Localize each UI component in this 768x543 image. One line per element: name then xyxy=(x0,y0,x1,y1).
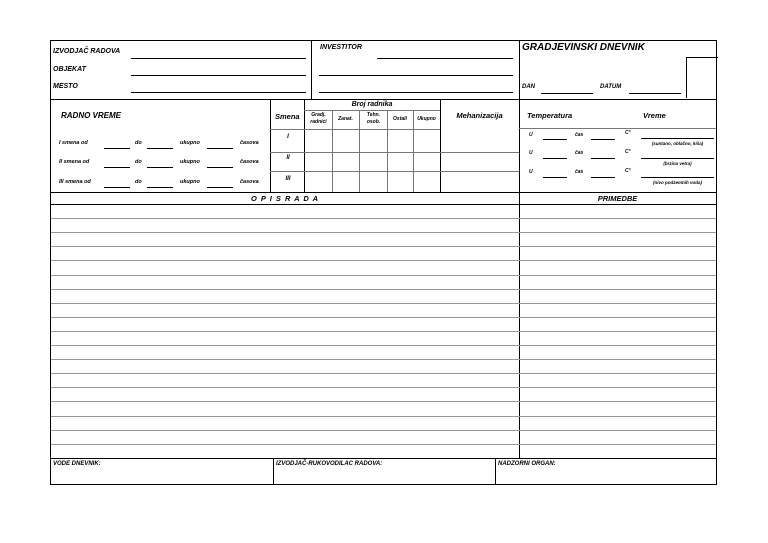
objekat-field[interactable] xyxy=(131,75,306,76)
shift-2-total[interactable] xyxy=(207,167,233,168)
vreme-1-note: (suntano, oblačno, kiša) xyxy=(651,141,704,146)
shift-2-to[interactable] xyxy=(147,167,173,168)
ruled-line xyxy=(51,373,716,374)
primedbe-title: PRIMEDBE xyxy=(597,194,638,203)
ruled-line xyxy=(51,246,716,247)
ruled-line xyxy=(51,430,716,431)
shift-2-roman: II xyxy=(286,155,290,161)
shift-1-total[interactable] xyxy=(207,148,233,149)
shift-3-ukupno: ukupno xyxy=(180,179,200,185)
shift-3-to[interactable] xyxy=(147,187,173,188)
ruled-line xyxy=(51,359,716,360)
col-ostali: Ostali xyxy=(393,116,407,122)
shift-3-from[interactable] xyxy=(104,187,130,188)
investitor-field-3[interactable] xyxy=(319,92,513,93)
temp-3-deg: C° xyxy=(625,168,631,174)
investitor-field-2[interactable] xyxy=(319,75,513,76)
izvodjac-field[interactable] xyxy=(131,58,306,59)
mehanizacija-title: Mehanizacija xyxy=(456,111,503,120)
temp-1-value[interactable] xyxy=(591,139,615,140)
temp-3-value[interactable] xyxy=(591,177,615,178)
temp-2-cas: čas xyxy=(575,150,584,156)
vode-dnevnik-label: VODE DNEVNIK: xyxy=(53,461,101,467)
col-tehn-osob: Tehn. osob. xyxy=(366,112,381,125)
shift-3-label: III smena od xyxy=(59,179,91,185)
shift-1-to[interactable] xyxy=(147,148,173,149)
mesto-label: MESTO xyxy=(53,83,78,90)
shift-1-label: I smena od xyxy=(59,140,88,146)
ruled-line xyxy=(51,289,716,290)
shift-2-do: do xyxy=(135,159,142,165)
shift-1-do: do xyxy=(135,140,142,146)
shift-3-casova: časova xyxy=(240,179,259,185)
ruled-line xyxy=(51,275,716,276)
temp-1-hour[interactable] xyxy=(543,139,567,140)
izvodjac-label: IZVODJAČ RADOVA xyxy=(53,48,121,55)
shift-1-roman: I xyxy=(287,134,289,140)
ruled-line xyxy=(51,260,716,261)
vreme-1-field[interactable] xyxy=(641,138,714,139)
ruled-line xyxy=(51,232,716,233)
investitor-label: INVESTITOR xyxy=(320,44,362,51)
ruled-line xyxy=(51,331,716,332)
opis-rada-title: O P I S R A D A xyxy=(250,194,320,203)
vreme-3-note: (nivo podzemnih voda) xyxy=(653,180,702,185)
shift-2-label: II smena od xyxy=(59,159,90,165)
datum-field[interactable] xyxy=(629,93,681,94)
temp-1-u: U xyxy=(529,132,533,138)
izvodjac-rukovodilac-label: IZVODJAČ-RUKOVODILAC RADOVA: xyxy=(276,461,383,467)
number-box[interactable] xyxy=(686,57,718,98)
vreme-2-note: (brzina vetra) xyxy=(663,161,692,166)
ruled-line xyxy=(51,303,716,304)
temp-2-hour[interactable] xyxy=(543,158,567,159)
shift-2-from[interactable] xyxy=(104,167,130,168)
page-title: GRADJEVINSKI DNEVNIK xyxy=(522,42,645,53)
nadzorni-organ-label: NADZORNI ORGAN: xyxy=(498,461,556,467)
ruled-line xyxy=(51,317,716,318)
temp-2-u: U xyxy=(529,150,533,156)
shift-3-do: do xyxy=(135,179,142,185)
ruled-line xyxy=(51,345,716,346)
col-ukupno: Ukupno xyxy=(417,116,436,122)
dan-field[interactable] xyxy=(541,93,593,94)
ruled-line xyxy=(51,444,716,445)
ruled-line xyxy=(51,218,716,219)
investitor-field-1[interactable] xyxy=(377,58,513,59)
shift-2-ukupno: ukupno xyxy=(180,159,200,165)
temp-2-deg: C° xyxy=(625,149,631,155)
radno-vreme-title: RADNO VREME xyxy=(61,111,122,120)
datum-label: DATUM xyxy=(600,84,622,90)
shift-1-casova: časova xyxy=(240,140,259,146)
construction-diary-form xyxy=(50,40,717,485)
shift-1-from[interactable] xyxy=(104,148,130,149)
temp-3-u: U xyxy=(529,169,533,175)
temp-3-hour[interactable] xyxy=(543,177,567,178)
col-zanat: Zanat. xyxy=(338,116,353,122)
ruled-line xyxy=(51,401,716,402)
temp-2-value[interactable] xyxy=(591,158,615,159)
temp-1-cas: čas xyxy=(575,132,584,138)
broj-radnika-title: Broj radnika xyxy=(351,101,393,108)
col-gradj-radnici: Gradj. radnici xyxy=(310,112,327,125)
objekat-label: OBJEKAT xyxy=(53,66,86,73)
shift-3-total[interactable] xyxy=(207,187,233,188)
dan-label: DAN xyxy=(522,84,535,90)
vreme-2-field[interactable] xyxy=(641,158,714,159)
vreme-3-field[interactable] xyxy=(641,177,714,178)
temp-3-cas: čas xyxy=(575,169,584,175)
shift-3-roman: III xyxy=(285,176,291,182)
vreme-title: Vreme xyxy=(643,111,666,120)
shift-1-ukupno: ukupno xyxy=(180,140,200,146)
temp-1-deg: C° xyxy=(625,130,631,136)
temperatura-title: Temperatura xyxy=(527,111,573,120)
smena-header: Smena xyxy=(275,112,300,121)
ruled-line xyxy=(51,387,716,388)
ruled-line xyxy=(51,416,716,417)
mesto-field[interactable] xyxy=(131,92,306,93)
shift-2-casova: časova xyxy=(240,159,259,165)
